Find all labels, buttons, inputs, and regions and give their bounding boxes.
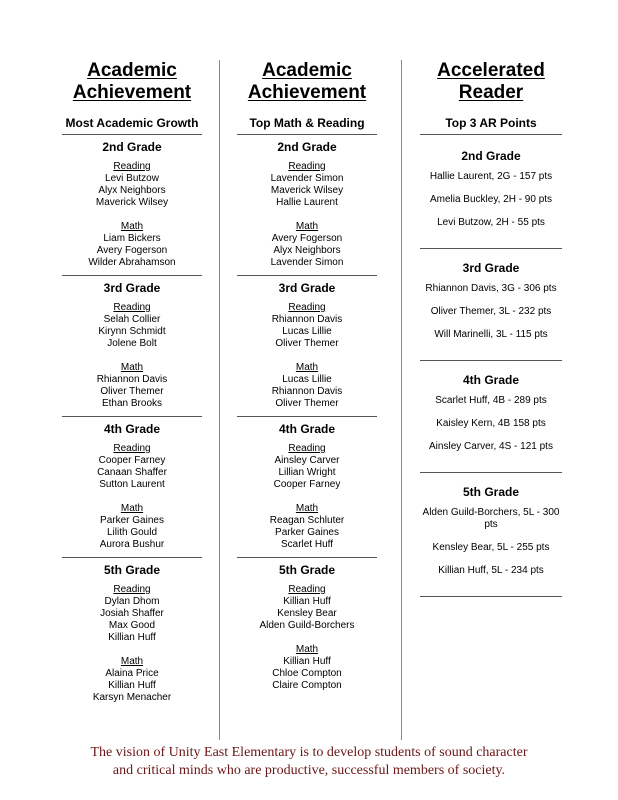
grade-heading: 3rd Grade: [103, 281, 161, 295]
grade-section: [237, 417, 377, 557]
grade-heading: 2nd Grade: [277, 140, 337, 154]
student-name: Sutton Laurent: [99, 479, 165, 490]
grade-section: [237, 558, 377, 702]
grade-heading: 4th Grade: [462, 373, 519, 387]
spacer: [62, 410, 202, 414]
subject-label: Math: [120, 362, 144, 373]
student-name: Lucas Lillie: [282, 326, 332, 337]
column-subtitle: Top 3 AR Points: [445, 116, 537, 130]
spacer: [62, 350, 202, 362]
column-subtitle: Top Math & Reading: [249, 116, 365, 130]
student-name: Levi Butzow: [105, 173, 159, 184]
student-name: Killian Huff: [108, 680, 156, 691]
ar-points-entry: Kaisley Kern, 4B 158 pts: [436, 418, 546, 429]
student-name: Oliver Themer: [275, 398, 339, 409]
student-name: Parker Gaines: [275, 527, 339, 538]
student-name: Lavender Simon: [270, 257, 344, 268]
student-name: Canaan Shaffer: [97, 467, 167, 478]
grade-list: [62, 134, 202, 714]
grade-heading: 5th Grade: [278, 563, 335, 577]
student-name: Rhiannon Davis: [271, 386, 343, 397]
student-name: Maverick Wilsey: [95, 197, 169, 208]
subject-label: Math: [120, 221, 144, 232]
student-name: Scarlet Huff: [280, 539, 334, 550]
ar-points-entry: Ainsley Carver, 4S - 121 pts: [429, 441, 553, 452]
student-name: Rhiannon Davis: [271, 314, 343, 325]
student-name: Kirynn Schmidt: [98, 326, 166, 337]
spacer: [237, 269, 377, 273]
ar-points-entry: Levi Butzow, 2H - 55 pts: [437, 217, 545, 228]
spacer: [237, 551, 377, 555]
ar-points-entry: Will Marinelli, 3L - 115 pts: [434, 329, 548, 340]
student-name: Karsyn Menacher: [92, 692, 172, 703]
grade-heading: 3rd Grade: [462, 261, 520, 275]
grade-section: [420, 249, 562, 360]
student-name: Parker Gaines: [100, 515, 164, 526]
student-name: Jolene Bolt: [107, 338, 157, 349]
subject-label: Math: [295, 221, 319, 232]
student-name: Lillian Wright: [278, 467, 336, 478]
spacer: [62, 209, 202, 221]
student-name: Avery Fogerson: [271, 233, 343, 244]
column-divider-right: [401, 60, 402, 740]
spacer: [237, 692, 377, 700]
ar-points-entry: Killian Huff, 5L - 234 pts: [438, 565, 544, 576]
grade-section: [420, 135, 562, 248]
ar-points-entry: Rhiannon Davis, 3G - 306 pts: [425, 283, 557, 294]
subject-label: Reading: [113, 443, 151, 454]
student-name: Cooper Farney: [98, 455, 166, 466]
student-name: Reagan Schluter: [269, 515, 345, 526]
subject-label: Reading: [113, 584, 151, 595]
column-title: Academic Achievement: [72, 60, 192, 103]
grade-heading: 5th Grade: [462, 485, 519, 499]
student-name: Killian Huff: [283, 596, 331, 607]
subject-label: Math: [120, 503, 144, 514]
student-name: Oliver Themer: [100, 386, 164, 397]
spacer: [237, 632, 377, 644]
student-name: Liam Bickers: [103, 233, 161, 244]
spacer: [62, 644, 202, 656]
ar-points-entry: Kensley Bear, 5L - 255 pts: [432, 542, 550, 553]
student-name: Wilder Abrahamson: [88, 257, 176, 268]
grade-heading: 4th Grade: [103, 422, 160, 436]
grade-section: [420, 361, 562, 472]
student-name: Max Good: [108, 620, 156, 631]
ar-points-entry: Amelia Buckley, 2H - 90 pts: [429, 194, 553, 205]
student-name: Lilith Gould: [106, 527, 158, 538]
column-title: Accelerated Reader: [437, 60, 545, 103]
student-name: Alyx Neighbors: [273, 245, 341, 256]
grade-heading: 4th Grade: [278, 422, 335, 436]
student-name: Kensley Bear: [277, 608, 337, 619]
student-name: Aurora Bushur: [99, 539, 165, 550]
spacer: [237, 491, 377, 503]
grade-section: [62, 417, 202, 557]
subject-label: Reading: [113, 302, 151, 313]
student-name: Killian Huff: [283, 656, 331, 667]
ar-points-entry: Hallie Laurent, 2G - 157 pts: [429, 171, 553, 182]
student-name: Dylan Dhom: [104, 596, 160, 607]
spacer: [62, 704, 202, 712]
grade-list: [237, 134, 377, 702]
spacer: [237, 209, 377, 221]
student-name: Hallie Laurent: [276, 197, 338, 208]
top-math-reading-column: [237, 60, 377, 702]
grade-heading: 5th Grade: [103, 563, 160, 577]
subject-label: Math: [295, 644, 319, 655]
grade-heading: 2nd Grade: [102, 140, 162, 154]
ar-points-entry: Scarlet Huff, 4B - 289 pts: [435, 395, 547, 406]
student-name: Killian Huff: [108, 632, 156, 643]
student-name: Lavender Simon: [270, 173, 344, 184]
grade-section: [237, 135, 377, 275]
student-name: Alyx Neighbors: [98, 185, 166, 196]
spacer: [62, 269, 202, 273]
student-name: Chloe Compton: [272, 668, 342, 679]
student-name: Rhiannon Davis: [96, 374, 168, 385]
subject-label: Reading: [288, 161, 326, 172]
ar-points-entry: Oliver Themer, 3L - 232 pts: [430, 306, 552, 317]
student-name: Claire Compton: [272, 680, 342, 691]
student-name: Alden Guild-Borchers: [259, 620, 355, 631]
student-name: Lucas Lillie: [282, 374, 332, 385]
grade-section: [62, 135, 202, 275]
grade-list: [420, 134, 562, 597]
column-title: Academic Achievement: [247, 60, 367, 103]
accelerated-reader-column: [420, 60, 562, 597]
most-academic-growth-column: [62, 60, 202, 714]
student-name: Maverick Wilsey: [270, 185, 344, 196]
grade-section: [62, 276, 202, 416]
grade-section: [62, 558, 202, 714]
spacer: [62, 551, 202, 555]
subject-label: Reading: [288, 302, 326, 313]
spacer: [237, 350, 377, 362]
subject-label: Reading: [113, 161, 151, 172]
section-divider: [420, 596, 562, 597]
subject-label: Reading: [288, 584, 326, 595]
student-name: Ethan Brooks: [101, 398, 163, 409]
student-name: Josiah Shaffer: [100, 608, 164, 619]
grade-section: [237, 276, 377, 416]
grade-heading: 3rd Grade: [278, 281, 336, 295]
student-name: Avery Fogerson: [96, 245, 168, 256]
subject-label: Reading: [288, 443, 326, 454]
subject-label: Math: [295, 503, 319, 514]
spacer: [237, 410, 377, 414]
student-name: Selah Collier: [103, 314, 161, 325]
grade-heading: 2nd Grade: [461, 149, 521, 163]
student-name: Cooper Farney: [273, 479, 341, 490]
ar-points-entry: Alden Guild-Borchers, 5L - 300 pts: [422, 507, 560, 530]
grade-section: [420, 473, 562, 596]
spacer: [62, 491, 202, 503]
column-subtitle: Most Academic Growth: [65, 116, 199, 130]
subject-label: Math: [120, 656, 144, 667]
student-name: Oliver Themer: [275, 338, 339, 349]
column-divider-left: [219, 60, 220, 740]
subject-label: Math: [295, 362, 319, 373]
student-name: Ainsley Carver: [274, 455, 340, 466]
student-name: Alaina Price: [105, 668, 159, 679]
vision-statement: The vision of Unity East Elementary is to develop students of sound character and critical minds who are productive, successful members of society.: [90, 745, 528, 778]
